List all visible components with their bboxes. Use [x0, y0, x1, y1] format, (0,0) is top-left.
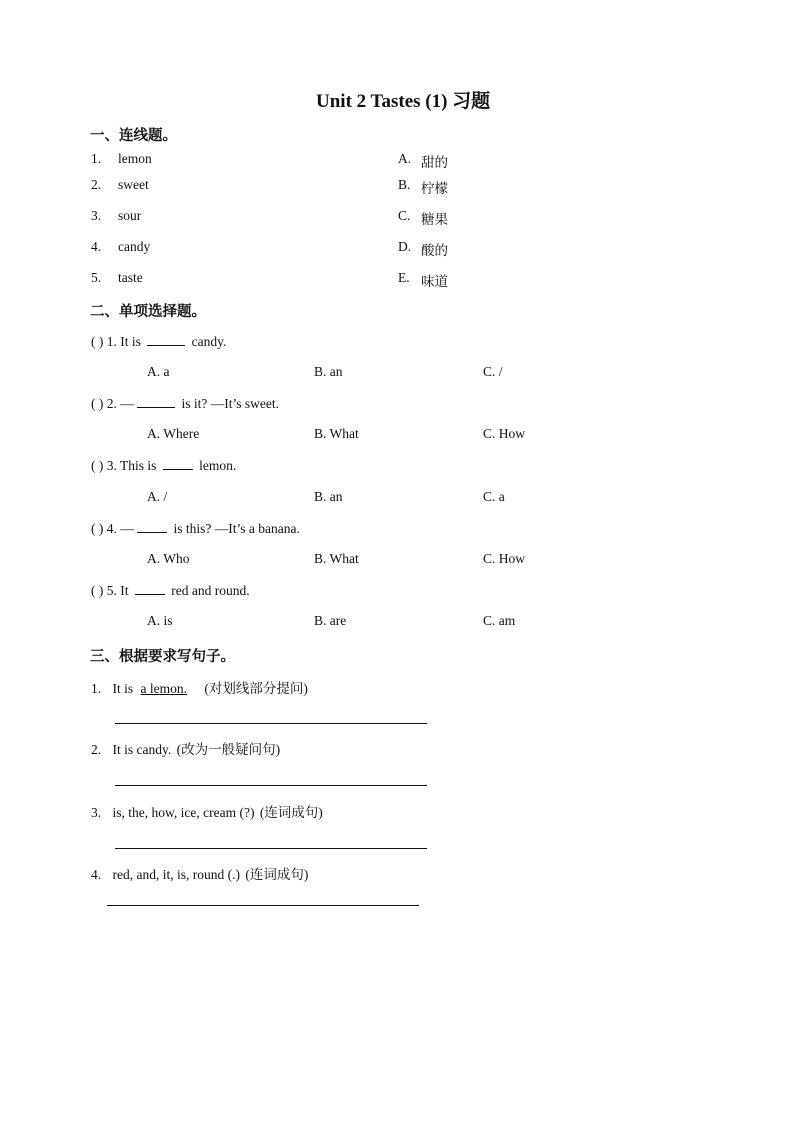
item-sentence: is, the, how, ice, cream (?) — [112, 805, 255, 820]
question-stem-end: candy. — [191, 334, 227, 349]
matching-right-text: 甜的 — [421, 155, 448, 170]
matching-left-number: 3. — [91, 208, 102, 223]
question-stem-start: 2. — — [106, 396, 134, 411]
question-stem-start: 5. It — [106, 583, 129, 598]
matching-right-letter: C. — [398, 208, 411, 223]
matching-left-word: sour — [118, 208, 142, 223]
page-title: Unit 2 Tastes (1) 习题 — [316, 91, 491, 112]
item-number: 2. — [91, 742, 102, 757]
answer-parentheses[interactable]: ( ) — [91, 458, 104, 473]
item-sentence: red, and, it, is, round (.) — [112, 867, 240, 882]
option-a: A. Who — [147, 551, 190, 566]
option-c: C. a — [483, 489, 505, 504]
answer-blank[interactable] — [137, 395, 175, 408]
matching-left-word: lemon — [118, 151, 152, 166]
matching-left-number: 5. — [91, 270, 102, 285]
answer-parentheses[interactable]: ( ) — [91, 583, 104, 598]
question-row — [91, 457, 236, 474]
matching-right-letter: E. — [398, 270, 410, 285]
question-row — [91, 582, 250, 599]
answer-blank[interactable] — [163, 457, 193, 470]
option-c: C. How — [483, 551, 526, 566]
section-3-heading: 三、根据要求写句子。 — [90, 649, 235, 665]
question-row — [91, 395, 279, 412]
answer-line[interactable] — [115, 723, 427, 724]
question-stem-start: 3. This is — [106, 458, 157, 473]
underlined-phrase: a lemon. — [140, 681, 188, 696]
matching-right-letter: A. — [398, 151, 412, 166]
answer-line[interactable] — [107, 905, 419, 906]
rewrite-item — [91, 863, 308, 883]
item-number: 3. — [91, 805, 102, 820]
option-b: B. What — [314, 551, 359, 566]
item-sentence: It is — [112, 681, 134, 696]
matching-left-word: sweet — [118, 177, 149, 192]
question-stem-end: red and round. — [171, 583, 250, 598]
matching-right-letter: D. — [398, 239, 412, 254]
question-row — [91, 520, 300, 537]
question-stem-start: 4. — — [106, 521, 134, 536]
item-number: 4. — [91, 867, 102, 882]
matching-right-text: 糖果 — [421, 212, 448, 227]
matching-left-number: 1. — [91, 151, 102, 166]
item-instruction: (连词成句) — [245, 867, 309, 882]
item-instruction: (改为一般疑问句) — [176, 742, 281, 757]
answer-line[interactable] — [115, 785, 427, 786]
matching-right-text: 酸的 — [421, 243, 448, 258]
matching-right-text: 味道 — [421, 274, 448, 289]
option-a: A. Where — [147, 426, 200, 441]
matching-left-number: 2. — [91, 177, 102, 192]
matching-left-word: taste — [118, 270, 143, 285]
option-a: A. is — [147, 613, 173, 628]
item-number: 1. — [91, 681, 102, 696]
rewrite-item — [91, 801, 323, 821]
matching-left-word: candy — [118, 239, 151, 254]
matching-right-letter: B. — [398, 177, 411, 192]
answer-parentheses[interactable]: ( ) — [91, 334, 104, 349]
option-c: C. am — [483, 613, 516, 628]
item-instruction: (对划线部分提问) — [204, 681, 308, 696]
option-b: B. are — [314, 613, 347, 628]
option-a: A. a — [147, 364, 170, 379]
answer-blank[interactable] — [137, 520, 167, 533]
option-b: B. What — [314, 426, 359, 441]
answer-line[interactable] — [115, 848, 427, 849]
section-1-heading: 一、连线题。 — [90, 128, 177, 144]
item-sentence: It is candy. — [112, 742, 172, 757]
option-b: B. an — [314, 364, 343, 379]
option-a: A. / — [147, 489, 168, 504]
question-stem-end: lemon. — [199, 458, 237, 473]
matching-right-text: 柠檬 — [421, 181, 448, 196]
item-instruction: (连词成句) — [259, 805, 323, 820]
matching-left-number: 4. — [91, 239, 102, 254]
section-2-heading: 二、单项选择题。 — [90, 304, 206, 320]
question-row — [91, 333, 226, 350]
answer-blank[interactable] — [147, 333, 185, 346]
answer-parentheses[interactable]: ( ) — [91, 396, 104, 411]
answer-blank[interactable] — [135, 582, 165, 595]
question-stem-end: is it? —It’s sweet. — [181, 396, 279, 411]
question-stem-end: is this? —It’s a banana. — [173, 521, 300, 536]
rewrite-item — [91, 677, 308, 697]
rewrite-item — [91, 738, 280, 758]
answer-parentheses[interactable]: ( ) — [91, 521, 104, 536]
option-b: B. an — [314, 489, 343, 504]
option-c: C. How — [483, 426, 526, 441]
option-c: C. / — [483, 364, 503, 379]
question-stem-start: 1. It is — [106, 334, 141, 349]
